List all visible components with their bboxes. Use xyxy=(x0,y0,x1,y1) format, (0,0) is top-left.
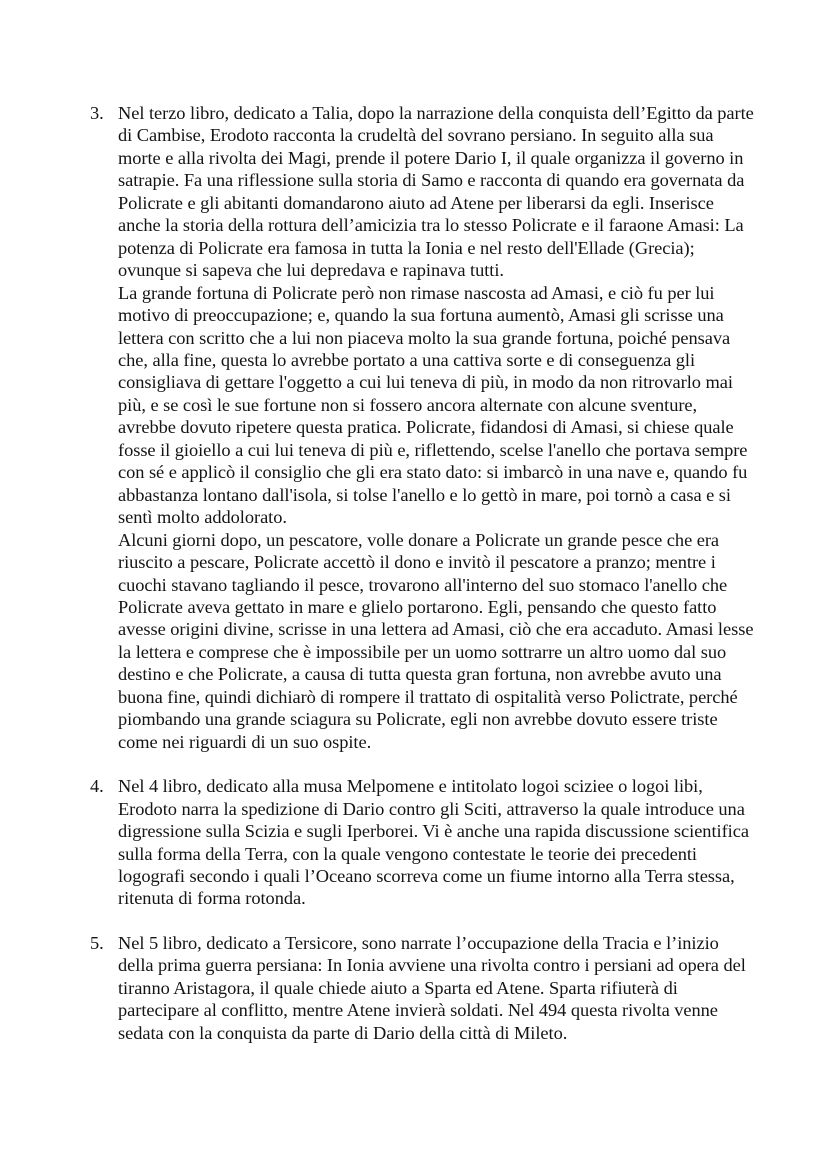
paragraph: Nel terzo libro, dedicato a Talia, dopo la narrazione della conquista dell’Egitto da parte di Cambise, Erodoto racconta la crudeltà del sovrano persiano. In seguito alla sua morte e alla rivolta dei Magi, prende il potere Dario I, il quale organizza il governo in satrapie. Fa una riflessione sulla storia di Samo e racconta di quando era governata da Policrate e gli abitanti domandarono aiuto ad Atene per liberarsi da egli. Inserisce anche la storia della rottura dell’amicizia tra lo stesso Policrate e il faraone Amasi: La potenza di Policrate era famosa in tutta la Ionia e nel resto dell'Ellade (Grecia); ovunque si sapeva che lui depredava e rapinava tutti. xyxy=(118,103,754,281)
list-item-4 xyxy=(90,775,758,910)
numbered-list xyxy=(90,102,758,1044)
list-item-3 xyxy=(90,102,758,753)
paragraph: Nel 4 libro, dedicato alla musa Melpomene e intitolato logoi sciziee o logoi libi, Erodoto narra la spedizione di Dario contro gli Sciti, attraverso la quale introduce una digressione sulla Scizia e sugli Iperborei. Vi è anche una rapida discussione scientifica sulla forma della Terra, con la quale vengono contestate le teorie dei precedenti logografi secondo i quali l’Oceano scorreva come un fiume intorno alla Terra stessa, ritenuta di forma rotonda. xyxy=(118,776,749,909)
list-number: 5. xyxy=(90,932,104,953)
paragraph: La grande fortuna di Policrate però non rimase nascosta ad Amasi, e ciò fu per lui motivo di preoccupazione; e, quando la sua fortuna aumentò, Amasi gli scrisse una lettera con scritto che a lui non piaceva molto la sua grande fortuna, poiché pensava che, alla fine, questa lo avrebbe portato a una cattiva sorte e di conseguenza gli consigliava di gettare l'oggetto a cui lui teneva di più, in modo da non ritrovarlo mai più, e se così le sue fortune non si fossero ancora alternate con alcune sventure, avrebbe dovuto ripetere questa pratica. Policrate, fidandosi di Amasi, si chiese quale fosse il gioiello a cui lui teneva di più e, riflettendo, scelse l'anello che portava sempre con sé e applicò il consiglio che gli era stato dato: si imbarcò in una nave e, quando fu abbastanza lontano dall'isola, si tolse l'anello e lo gettò in mare, poi tornò a casa e si sentì molto addolorato. xyxy=(118,282,748,528)
list-number: 4. xyxy=(90,776,104,797)
paragraph: Nel 5 libro, dedicato a Tersicore, sono narrate l’occupazione della Tracia e l’inizio della prima guerra persiana: In Ionia avviene una rivolta contro i persiani ad opera del tiranno Aristagora, il quale chiede aiuto a Sparta ed Atene. Sparta rifiuterà di partecipare al conflitto, mentre Atene invierà soldati. Nel 494 questa rivolta venne sedata con la conquista da parte di Dario della città di Mileto. xyxy=(118,932,746,1043)
paragraph: Alcuni giorni dopo, un pescatore, volle donare a Policrate un grande pesce che era riuscito a pescare, Policrate accettò il dono e invitò il pescatore a pranzo; mentre i cuochi stavano tagliando il pesce, trovarono all'interno del suo stomaco l'anello che Policrate aveva gettato in mare e glielo portarono. Egli, pensando che questo fatto avesse origini divine, scrisse in una lettera ad Amasi, ciò che era accaduto. Amasi lesse la lettera e comprese che è impossibile per un uomo sottrarre un altro uomo dal suo destino e che Policrate, a causa di tutta questa gran fortuna, non avrebbe avuto una buona fine, quindi dichiarò di rompere il trattato di ospitalità verso Polictrate, perché piombando una grande sciagura su Policrate, egli non avrebbe dovuto essere triste come nei riguardi di un suo ospite. xyxy=(118,529,754,752)
list-item-5 xyxy=(90,932,758,1044)
list-number: 3. xyxy=(90,103,104,123)
